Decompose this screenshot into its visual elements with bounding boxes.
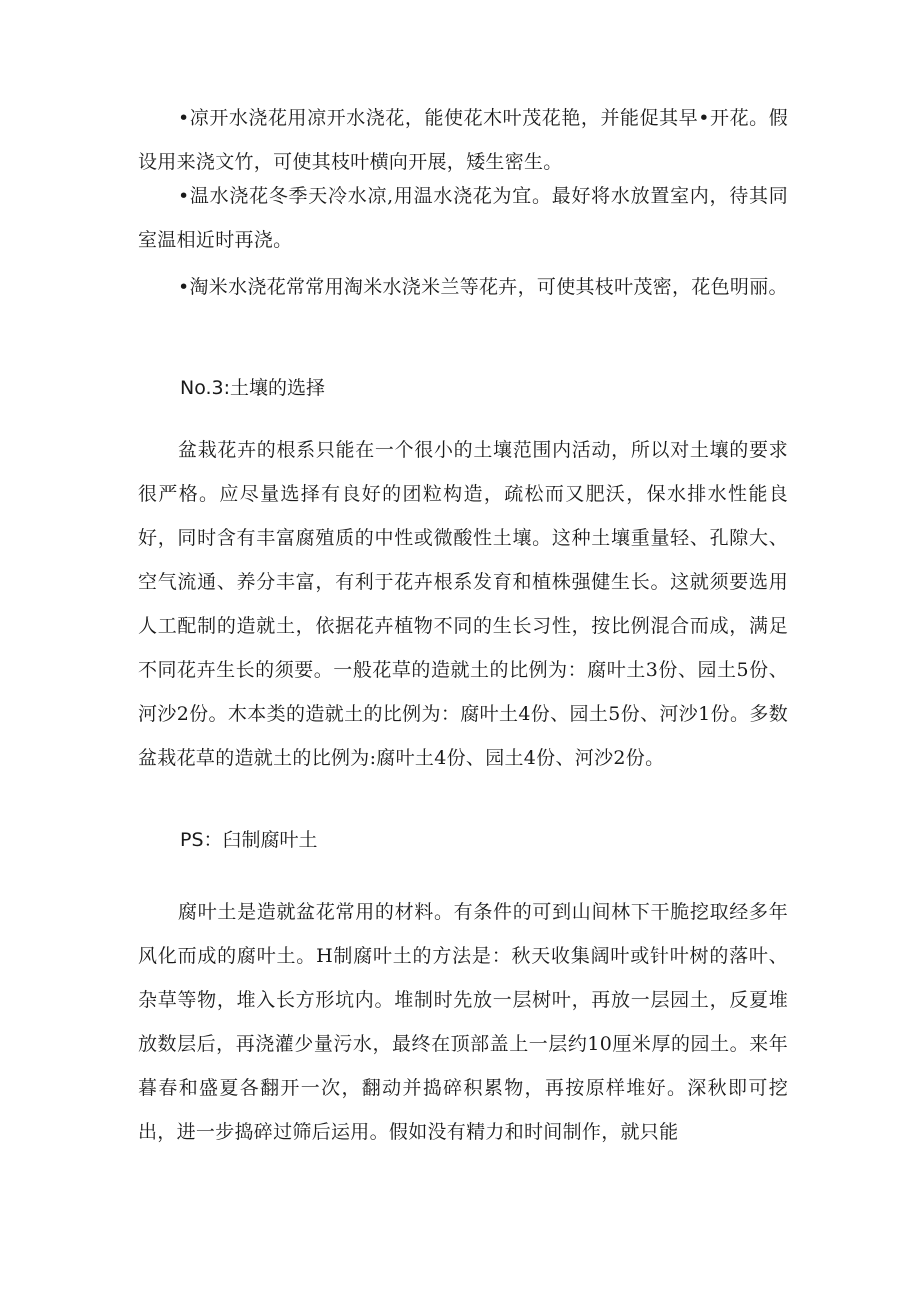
- paragraph-warm-water: •温水浇花冬季天冷水凉,用温水浇花为宜。最好将水放置室内，待其同室温相近时再浇。: [138, 185, 788, 251]
- paragraph-rice-water: •淘米水浇花常常用淘米水浇米兰等花卉，可使其枝叶茂密，花色明丽。: [178, 276, 788, 298]
- paragraph-soil-selection: 盆栽花卉的根系只能在一个很小的土壤范围内活动，所以对土壤的要求很严格。应尽量选择有良好的团粒构造，疏松而又肥沃，保水排水性能良好，同时含有丰富腐殖质的中性或微酸性土壤。这种土壤重量轻、孔隙大、空气流通、养分丰富，有利于花卉根系发育和植株强健生长。这就须要选用人工配制的造就土，依据花卉植物不同的生长习性，按比例混合而成，满足不同花卉生长的须要。一般花草的造就土的比例为：腐叶土3份、园土5份、河沙2份。木本类的造就土的比例为：腐叶土4份、园土5份、河沙1份。多数盆栽花草的造就土的比例为:腐叶土4份、园土4份、河沙2份。: [138, 439, 788, 769]
- paragraph-leaf-mold: 腐叶土是造就盆花常用的材料。有条件的可到山间林下干脆挖取经多年风化而成的腐叶土。H制腐叶土的方法是：秋天收集阔叶或针叶树的落叶、杂草等物，堆入长方形坑内。堆制时先放一层树叶，再放一层园土，反夏堆放数层后，再浇灌少量污水，最终在顶部盖上一层约10厘米厚的园土。来年暮春和盛夏各翻开一次，翻动并捣碎积累物，再按原样堆好。深秋即可挖出，进一步捣碎过筛后运用。假如没有精力和时间制作，就只能: [138, 901, 788, 1143]
- section-heading-soil: No.3:土壤的选择: [180, 377, 326, 399]
- section-heading-leaf-mold: PS：臼制腐叶土: [180, 829, 318, 851]
- paragraph-cool-water: •凉开水浇花用凉开水浇花，能使花木叶茂花艳，并能促其早•开花。假设用来浇文竹，可使其枝叶横向开展，矮生密生。: [138, 107, 788, 173]
